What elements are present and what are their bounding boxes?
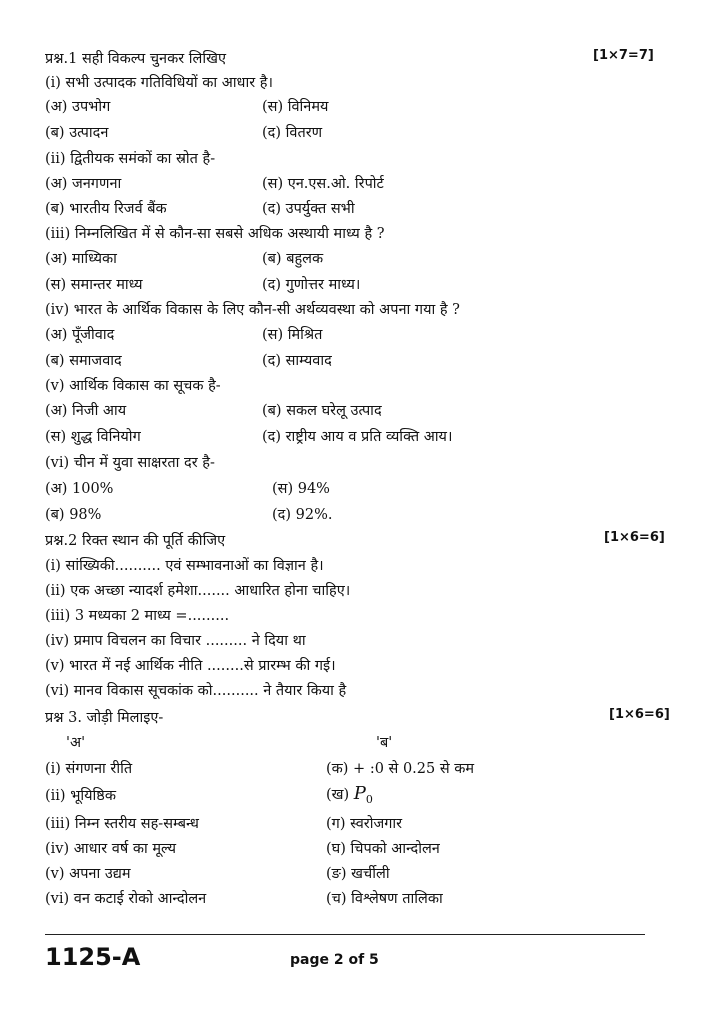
option: (स) विनिमय — [262, 99, 329, 115]
option-row — [0, 400, 725, 424]
pair-left: (vi) वन कटाई रोको आन्दोलन — [45, 891, 207, 907]
option: (ब) सकल घरेलू उत्पाद — [262, 403, 382, 419]
option: (द) उपर्युक्त सभी — [262, 201, 355, 217]
pair-right: (च) विश्लेषण तालिका — [326, 891, 443, 907]
option: (ब) 98% — [45, 507, 102, 523]
option-row — [0, 426, 725, 450]
pair-right-label: (ख) — [326, 787, 354, 803]
option: (ब) उत्पादन — [45, 125, 109, 141]
pair-left: (v) अपना उद्यम — [45, 866, 131, 882]
table-row — [0, 888, 725, 912]
option-row — [0, 274, 725, 298]
list-item — [0, 580, 725, 604]
option-row — [0, 173, 725, 197]
column-b-header: 'ब' — [376, 735, 393, 751]
q2-heading: प्रश्न.2 रिक्त स्थान की पूर्ति कीजिए — [45, 533, 226, 549]
pair-right: (ङ) खर्चीली — [326, 866, 390, 882]
table-row — [0, 838, 725, 862]
option: (ब) समाजवाद — [45, 353, 122, 369]
option: (स) 94% — [272, 481, 330, 497]
question — [0, 452, 725, 476]
option: (अ) 100% — [45, 481, 114, 497]
option: (अ) उपभोग — [45, 99, 111, 115]
p0-subscript: 0 — [365, 792, 373, 806]
pair-left: (ii) भूयिष्ठिक — [45, 788, 116, 804]
option: (द) राष्ट्रीय आय व प्रति व्यक्ति आय। — [262, 429, 453, 445]
question-text: (ii) द्वितीयक समंकों का स्रोत है- — [45, 151, 216, 167]
column-a-header: 'अ' — [66, 735, 86, 751]
q1-heading-row — [0, 48, 725, 72]
option: (स) मिश्रित — [262, 327, 323, 343]
list-item — [0, 655, 725, 679]
option: (अ) निजी आय — [45, 403, 127, 419]
table-row — [0, 758, 725, 782]
option: (स) एन.एस.ओ. रिपोर्ट — [262, 176, 384, 192]
blank-item-text: (i) सांख्यिकी.......... एवं सम्भावनाओं का विज्ञान है। — [45, 558, 324, 574]
table-row — [0, 785, 725, 809]
option: (स) समान्तर माध्य — [45, 277, 143, 293]
question — [0, 223, 725, 247]
paper-code: 1125-A — [45, 943, 141, 971]
table-row — [0, 863, 725, 887]
pair-left: (iii) निम्न स्तरीय सह-सम्बन्ध — [45, 816, 199, 832]
page-number: page 2 of 5 — [290, 952, 379, 968]
option-row — [0, 478, 725, 502]
question-text: (iv) भारत के आर्थिक विकास के लिए कौन-सी अर्थव्यवस्था को अपना गया है ? — [45, 302, 460, 318]
option: (द) वितरण — [262, 125, 323, 141]
q1-heading: प्रश्न.1 सही विकल्प चुनकर लिखिए — [45, 51, 226, 67]
column-headers — [0, 732, 725, 756]
option: (ब) भारतीय रिजर्व बैंक — [45, 201, 167, 217]
blank-item-text: (iii) 3 मध्यका 2 माध्य =......... — [45, 608, 230, 624]
q3-marks: [1×6=6] — [609, 707, 670, 722]
option-row — [0, 350, 725, 374]
blank-item-text: (v) भारत में नई आर्थिक नीति ........से प्रारम्भ की गई। — [45, 658, 336, 674]
option-row — [0, 198, 725, 222]
question — [0, 375, 725, 399]
question — [0, 148, 725, 172]
list-item — [0, 630, 725, 654]
option: (ब) बहुलक — [262, 251, 324, 267]
pair-left: (iv) आधार वर्ष का मूल्य — [45, 841, 177, 857]
list-item — [0, 680, 725, 704]
question-text: (iii) निम्नलिखित में से कौन-सा सबसे अधिक अस्थायी माध्य है ? — [45, 226, 385, 242]
q2-heading-row — [0, 530, 725, 554]
option-row — [0, 122, 725, 146]
pair-right — [326, 783, 373, 806]
option: (द) साम्यवाद — [262, 353, 332, 369]
option: (अ) माध्यिका — [45, 251, 117, 267]
question-text: (vi) चीन में युवा साक्षरता दर है- — [45, 455, 215, 471]
question — [0, 299, 725, 323]
option-row — [0, 324, 725, 348]
q3-heading-row — [0, 707, 725, 731]
option: (अ) जनगणना — [45, 176, 122, 192]
question-text: (v) आर्थिक विकास का सूचक है- — [45, 378, 221, 394]
q1-marks: [1×7=7] — [593, 48, 654, 63]
footer-divider — [45, 934, 645, 935]
pair-left: (i) संगणना रीति — [45, 761, 133, 777]
option-row — [0, 96, 725, 120]
pair-right: (ग) स्वरोजगार — [326, 816, 403, 832]
question-text: (i) सभी उत्पादक गतिविधियों का आधार है। — [45, 75, 273, 91]
q3-heading: प्रश्न 3. जोड़ी मिलाइए- — [45, 710, 164, 726]
table-row — [0, 813, 725, 837]
option: (द) गुणोत्तर माध्य। — [262, 277, 361, 293]
pair-right: (घ) चिपको आन्दोलन — [326, 841, 440, 857]
list-item — [0, 555, 725, 579]
q2-marks: [1×6=6] — [604, 530, 665, 545]
p0-symbol: P — [353, 783, 366, 804]
blank-item-text: (ii) एक अच्छा न्यादर्श हमेशा....... आधारित होना चाहिए। — [45, 583, 351, 599]
option-row — [0, 504, 725, 528]
pair-right: (क) + :0 से 0.25 से कम — [326, 761, 475, 777]
option: (द) 92%. — [272, 507, 333, 523]
question — [0, 72, 725, 96]
option: (स) शुद्ध विनियोग — [45, 429, 141, 445]
list-item — [0, 605, 725, 629]
option-row — [0, 248, 725, 272]
blank-item-text: (vi) मानव विकास सूचकांक को.......... ने तैयार किया है — [45, 683, 347, 699]
option: (अ) पूँजीवाद — [45, 327, 115, 343]
blank-item-text: (iv) प्रमाप विचलन का विचार ......... ने दिया था — [45, 633, 306, 649]
